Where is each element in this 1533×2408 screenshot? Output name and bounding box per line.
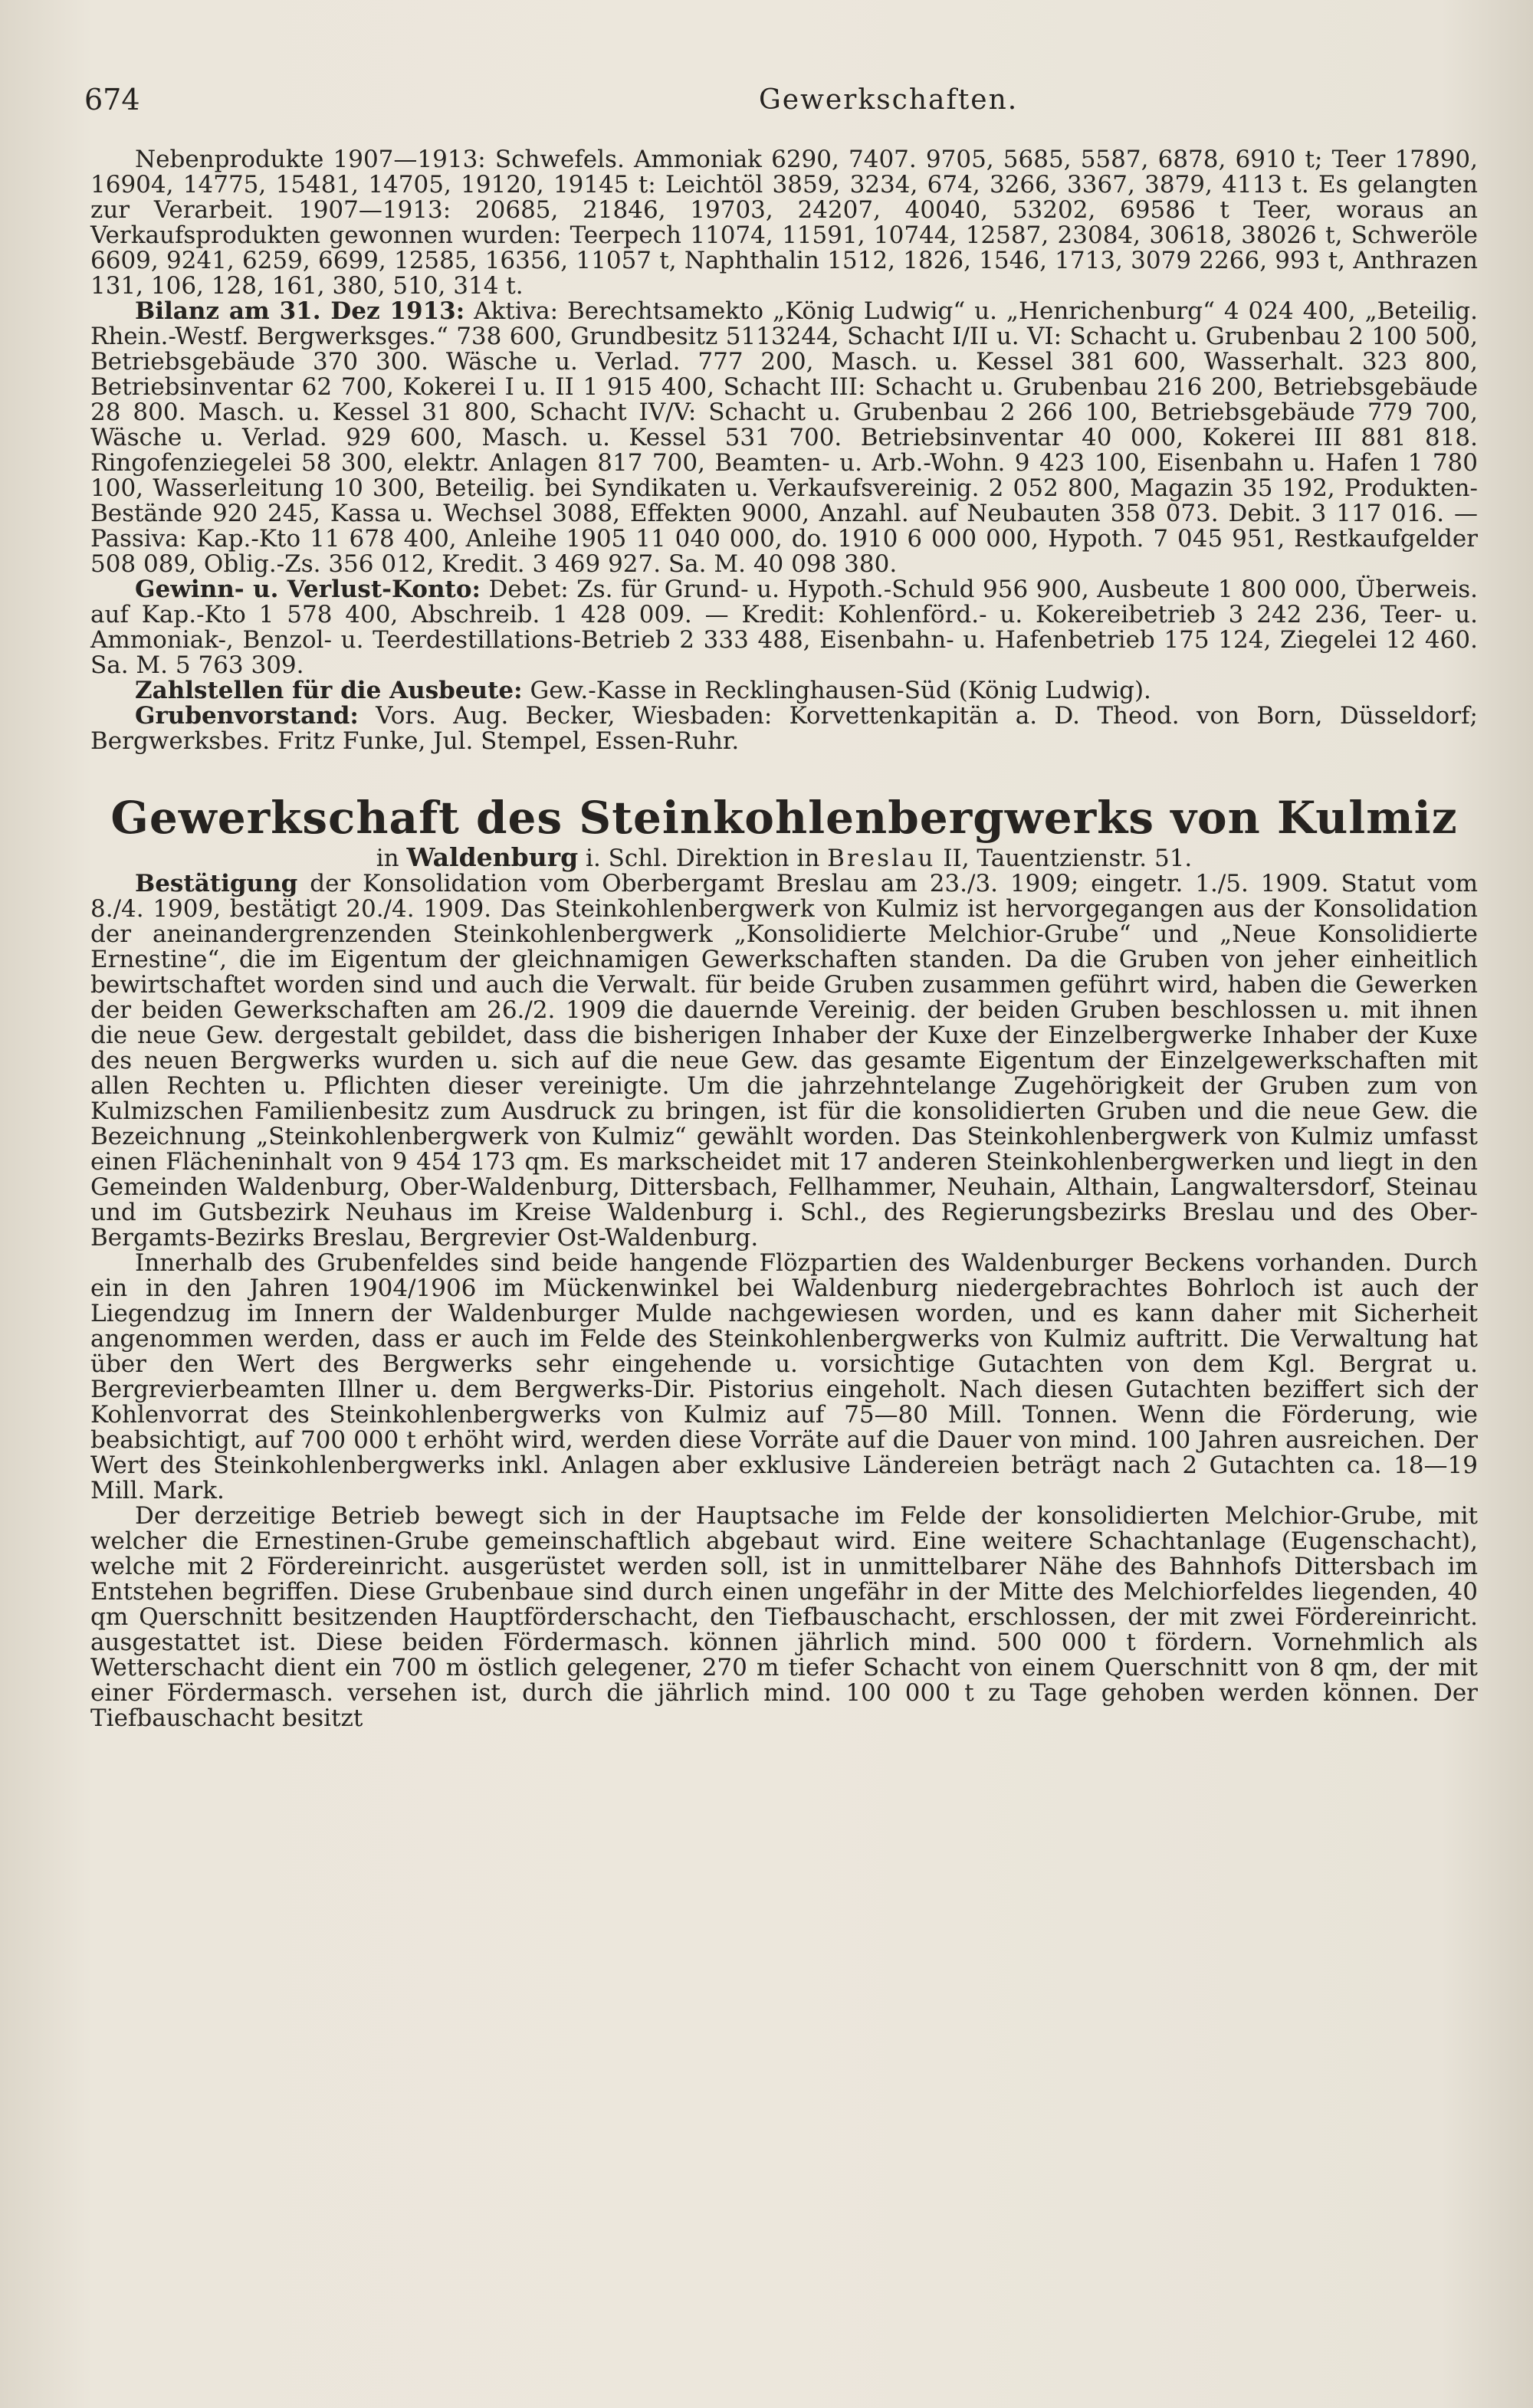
bilanz-text: Aktiva: Berechtsamekto „König Ludwig“ u. „Henrichenburg“ 4 024 400, „Beteilig. Rhein.-Westf. Bergwerksges.“ 738 600, Grundbesitz 5113244, Schacht I/II u. VI: Schacht u. Grubenbau 2 100 500, Betriebsgebäude 370 300. Wäsche u. Verlad. 777 200, Masch. u. Kessel 381 600, Wasserhalt. 323 800, Betriebsinventar 62 700, Kokerei I u. II 1 915 400, Schacht III: Schacht u. Grubenbau 216 200, Betriebsgebäude 28 800. Masch. u. Kessel 31 800, Schacht IV/V: Schacht u. Grubenbau 2 266 100, Betriebsgebäude 779 700, Wäsche u. Verlad. 929 600, Masch. u. Kessel 531 700. Betriebsinventar 40 000, Kokerei III 881 818. Ringofenziegelei 58 300, elektr. Anlagen 817 700, Beamten- u. Arb.-Wohn. 9 423 100, Eisenbahn u. Hafen 1 780 100, Wasserleitung 10 300, Beteilig. bei Syndikaten u. Verkaufsvereinig. 2 052 800, Magazin 35 192, Produkten-Bestände 920 245, Kassa u. Wechsel 3088, Effekten 9000, Anzahl. auf Neubauten 358 073. Debit. 3 117 016. — Passiva: Kap.-Kto 11 678 400, Anleihe 1905 11 040 000, do. 1910 6 000 000, Hypoth. 7 045 951, Restkaufgelder 508 089, Oblig.-Zs. 356 012, Kredit. 3 469 927. Sa. M. 40 098 380. xyxy=(90,297,1478,578)
body-text xyxy=(90,147,1478,1731)
running-head: Gewerkschaften. xyxy=(759,84,1019,116)
section-sub-place: Waldenburg xyxy=(406,842,579,872)
grubenvorstand-text: Vors. Aug. Becker, Wiesbaden: Korvettenkapitän a. D. Theod. von Born, Düsseldorf; Bergwerksbes. Fritz Funke, Jul. Stempel, Essen-Ruhr. xyxy=(90,702,1478,755)
nebenprodukte-text: Nebenprodukte 1907—1913: Schwefels. Ammoniak 6290, 7407. 9705, 5685, 5587, 6878, 6910 t; Teer 17890, 16904, 14775, 15481, 14705, 19120, 19145 t: Leichtöl 3859, 3234, 674, 3266, 3367, 3879, 4113 t. Es gelangten zur Verarbeit. 1907—1913: 20685, 21846, 19703, 24207, 40040, 53202, 69586 t Teer, woraus an Verkaufsprodukten gewonnen wurden: Teerpech 11074, 11591, 10744, 12587, 23084, 30618, 38026 t, Schweröle 6609, 9241, 6259, 6699, 12585, 16356, 11057 t, Naphthalin 1512, 1826, 1546, 1713, 3079 2266, 993 t, Anthrazen 131, 106, 128, 161, 380, 510, 314 t. xyxy=(90,146,1478,300)
section-sub-city: Breslau xyxy=(827,845,936,872)
section-title: Gewerkschaft des Steinkohlenbergwerks von Kulmiz xyxy=(110,792,1458,844)
nebenprodukte-paragraph xyxy=(90,147,1478,299)
section-sub-schl: i. Schl. Direktion in xyxy=(586,845,820,872)
zahlstellen-paragraph xyxy=(90,678,1478,704)
gewinn-paragraph xyxy=(90,577,1478,678)
grubenfeld-paragraph: Innerhalb des Grubenfeldes sind beide hangende Flözpartien des Waldenburger Beckens vorhanden. Durch ein in den Jahren 1904/1906 im Mückenwinkel bei Waldenburg niedergebrachtes Bohrloch ist auch der Liegendzug im Innern der Waldenburger Mulde nachgewiesen worden, und es kann daher mit Sicherheit angenommen werden, dass er auch im Felde des Steinkohlenbergwerks von Kulmiz auftritt. Die Verwaltung hat über den Wert des Bergwerks sehr eingehende u. vorsichtige Gutachten von dem Kgl. Bergrat u. Bergrevierbeamten Illner u. dem Bergwerks-Dir. Pistorius eingeholt. Nach diesen Gutachten beziffert sich der Kohlenvorrat des Steinkohlenbergwerks von Kulmiz auf 75—80 Mill. Tonnen. Wenn die Förderung, wie beabsichtigt, auf 700 000 t erhöht wird, werden diese Vorräte auf die Dauer von mind. 100 Jahren ausreichen. Der Wert des Steinkohlenbergwerks inkl. Anlagen aber exklusive Ländereien beträgt nach 2 Gutachten ca. 18—19 Mill. Mark. xyxy=(90,1249,1478,1504)
page-header xyxy=(84,83,1464,129)
bestaetigung-paragraph xyxy=(90,871,1478,1251)
grubenvorstand-paragraph xyxy=(90,704,1478,754)
betrieb-paragraph: Der derzeitige Betrieb bewegt sich in der Hauptsache im Felde der konsolidierten Melchior-Grube, mit welcher die Ernestinen-Grube gemeinschaftlich abgebaut wird. Eine weitere Schachtanlage (Eugenschacht), welche mit 2 Fördereinricht. ausgerüstet werden soll, ist in unmittelbarer Nähe des Bahnhofs Dittersbach im Entstehen begriffen. Diese Grubenbaue sind durch einen ungefähr in der Mitte des Melchiorfeldes liegenden, 40 qm Querschnitt besitzenden Hauptförderschacht, den Tiefbauschacht, erschlossen, der mit zwei Fördereinricht. ausgestattet ist. Diese beiden Fördermasch. können jährlich mind. 500 000 t fördern. Vornehmlich als Wetterschacht dient ein 700 m östlich gelegener, 270 m tiefer Schacht von einem Querschnitt von 8 qm, der mit einer Fördermasch. versehen ist, durch die jährlich mind. 100 000 t zu Tage gehoben werden können. Der Tiefbauschacht besitzt xyxy=(90,1502,1478,1732)
bilanz-paragraph xyxy=(90,299,1478,577)
section-sub-rest: II, Tauentzienstr. 51. xyxy=(943,845,1193,872)
page-number: 674 xyxy=(84,83,140,116)
bestaetigung-label: Bestätigung xyxy=(135,870,298,897)
section-sub-in: in xyxy=(376,845,399,872)
grubenvorstand-label: Grubenvorstand: xyxy=(135,702,359,730)
gewinn-label: Gewinn- u. Verlust-Konto: xyxy=(135,576,481,603)
zahlstellen-label: Zahlstellen für die Ausbeute: xyxy=(135,677,523,704)
zahlstellen-text: Gew.-Kasse in Recklinghausen-Süd (König Ludwig). xyxy=(530,677,1151,704)
bestaetigung-text: der Konsolidation vom Oberbergamt Breslau am 23./3. 1909; eingetr. 1./5. 1909. Statut vom 8./4. 1909, bestätigt 20./4. 1909. Das Steinkohlenbergwerk von Kulmiz ist hervorgegangen aus der Konsolidation der aneinandergrenzenden Steinkohlenbergwerk „Konsolidierte Melchior-Grube“ und „Neue Konsolidierte Ernestine“, die im Eigentum der gleichnamigen Gewerkschaften standen. Da die Gruben von jeher einheitlich bewirtschaftet worden sind und auch die Verwalt. für beide Gruben zusammen geführt wird, haben die Gewerken der beiden Gewerkschaften am 26./2. 1909 die dauernde Vereinig. der beiden Gruben beschlossen u. mit ihnen die neue Gew. dergestalt gebildet, dass die bisherigen Inhaber der Kuxe der Einzelbergwerke Inhaber der Kuxe des neuen Bergwerks wurden u. sich auf die neue Gew. das gesamte Eigentum der Einzelgewerkschaften mit allen Rechten u. Pflichten dieser vereinigte. Um die jahrzehntelange Zugehörigkeit der Gruben zum von Kulmizschen Familienbesitz zum Ausdruck zu bringen, ist für die konsolidierten Gruben und die neue Gew. die Bezeichnung „Steinkohlenbergwerk von Kulmiz“ gewählt worden. Das Steinkohlenbergwerk von Kulmiz umfasst einen Flächeninhalt von 9 454 173 qm. Es markscheidet mit 17 anderen Steinkohlenbergwerken und liegt in den Gemeinden Waldenburg, Ober-Waldenburg, Dittersbach, Fellhammer, Neuhain, Althain, Langwaltersdorf, Steinau und im Gutsbezirk Neuhaus im Kreise Waldenburg i. Schl., des Regierungsbezirks Breslau und des Ober-Bergamts-Bezirks Breslau, Bergrevier Ost-Waldenburg. xyxy=(90,870,1478,1252)
gewinn-text: Debet: Zs. für Grund- u. Hypoth.-Schuld 956 900, Ausbeute 1 800 000, Überweis. auf Kap.-Kto 1 578 400, Abschreib. 1 428 009. — Kredit: Kohlenförd.- u. Kokereibetrieb 3 242 236, Teer- u. Ammoniak-, Benzol- u. Teerdestillations-Betrieb 2 333 488, Eisenbahn- u. Hafenbetrieb 175 124, Ziegelei 12 460. Sa. M. 5 763 309. xyxy=(90,576,1478,679)
bilanz-label: Bilanz am 31. Dez 1913: xyxy=(135,297,465,325)
section-subtitle xyxy=(90,842,1478,872)
